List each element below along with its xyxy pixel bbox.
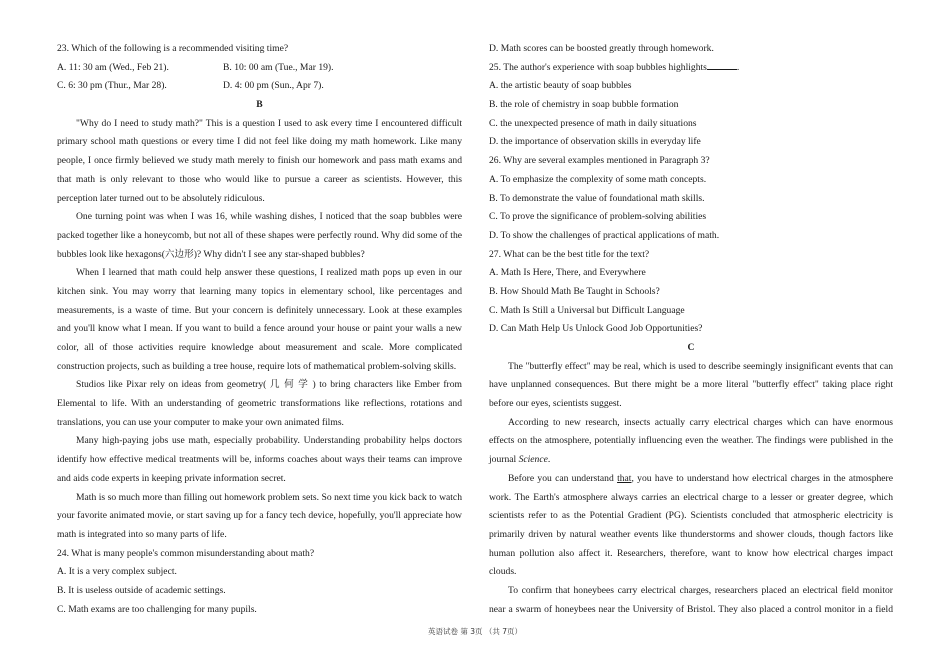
paragraph-6: Math is so much more than filling out homework problem sets. So next time you kick back to watch your favorite animated movie, or start saving up for a fancy tech device, hopefully, you'll appreciate how math is integrated into so many parts of life.	[57, 491, 462, 540]
question-25-option-b: B. the role of chemistry in soap bubble formation	[489, 99, 679, 111]
passage-c-paragraph-3: Before you can understand that, you have to understand how electrical charges in the atmosphere work. The Earth's atmosphere always carries an electrical charge to a lesser or greater degree, which scientists refer to as the Potential Gradient (PG). Scientists concluded that atmospheric electricity is primarily driven by natural weather events like thunderstorms and shower clouds, though factors like human pollution also affect it. Researchers, therefore, want to know how electrical charges impact clouds.	[489, 472, 893, 578]
question-24-option-b: B. It is useless outside of academic settings.	[57, 584, 226, 596]
paragraph-2: One turning point was when I was 16, while washing dishes, I noticed that the soap bubbles were packed together like a honeycomb, but not all of these shapes were perfectly round. Why did some of the bubbles look like hexagons(六边形)? Why didn't I see any star-shaped bubbles?	[57, 211, 462, 260]
question-24-option-c: C. Math exams are too challenging for many pupils.	[57, 603, 257, 615]
option-c: C. 6: 30 pm (Thur., Mar 28).	[57, 80, 167, 92]
question-23: 23. Which of the following is a recommended visiting time?	[57, 43, 289, 54]
question-23-options-cd	[57, 77, 462, 96]
question-26-option-c: C. To prove the significance of problem-solving abilities	[489, 211, 707, 223]
question-27-option-c: C. Math Is Still a Universal but Difficult Language	[489, 304, 685, 316]
question-24-option-d: D. Math scores can be boosted greatly through homework.	[489, 43, 714, 54]
question-27: 27. What can be the best title for the text?	[489, 248, 650, 260]
passage-c-paragraph-1: The "butterfly effect" may be real, which is used to describe seemingly insignificant events that can have unplanned consequences. But there might be a more literal "butterfly effect" taking place right before our eyes, scientists suggest.	[489, 360, 893, 410]
question-23-options-ab	[57, 59, 462, 78]
question-24: 24. What is many people's common misunderstanding about math?	[57, 547, 315, 559]
paragraph-4: Studios like Pixar rely on ideas from geometry( 几 何 学 ) to bring characters like Ember from Elemental to life. With an understanding of geometric transformations like reflections, rotations and translations, you can use your computer to make your own animated films.	[57, 379, 462, 428]
question-26-option-b: B. To demonstrate the value of foundational math skills.	[489, 192, 705, 204]
paragraph-1: "Why do I need to study math?" This is a question I used to ask every time I encountered difficult primary school math questions or every time I did not feel like doing my math homework. Like many people, I once firmly believed we study math merely to finish our homework and pass math exams and that math is only relevant to those who would like to pursue a career as scientists. However, this perception later turned out to be absolutely ridiculous.	[57, 117, 462, 204]
question-25-option-c: C. the unexpected presence of math in daily situations	[489, 117, 697, 129]
question-27-option-d: D. Can Math Help Us Unlock Good Job Opportunities?	[489, 323, 703, 335]
question-27-option-a: A. Math Is Here, There, and Everywhere	[489, 267, 646, 279]
answer-blank	[707, 60, 737, 70]
passage-c-paragraph-4: To confirm that honeybees carry electrical charges, researchers placed an electrical field monitor near a swarm of honeybees near the University of Bristol. They also placed a control monitor in a field	[489, 584, 893, 615]
passage-c-paragraph-2: According to new research, insects actually carry electrical charges which can have enormous effects on the atmosphere, potentially influencing even the weather. The findings were published in the journal Science.	[489, 416, 893, 466]
page-footer: 英语试卷 第 3页 （共 7页）	[427, 627, 523, 636]
journal-name: Science	[518, 454, 548, 466]
underlined-word: that	[617, 472, 632, 484]
question-25-option-a: A. the artistic beauty of soap bubbles	[489, 80, 632, 92]
question-25-option-d: D. the importance of observation skills in everyday life	[489, 136, 701, 148]
paragraph-5: Many high-paying jobs use math, especially probability. Understanding probability helps doctors identify how effective medical treatments will be, informs coaches about ways their teams can improve and aids code experts in keeping private information secret.	[57, 435, 462, 484]
question-26-option-d: D. To show the challenges of practical applications of math.	[489, 229, 720, 241]
question-24-option-a: A. It is a very complex subject.	[57, 566, 177, 578]
section-heading-b: B	[256, 99, 263, 111]
question-25: 25. The author's experience with soap bubbles highlights .	[489, 61, 740, 73]
left-column	[57, 40, 462, 619]
section-heading-c: C	[687, 342, 695, 353]
question-27-option-b: B. How Should Math Be Taught in Schools?	[489, 285, 660, 297]
paragraph-3: When I learned that math could help answer these questions, I realized math pops up even in our kitchen sink. You may worry that learning many topics in elementary school, like percentages and measurements, is a waste of time. But your concern is definitely unnecessary. Look at these examples and you'll know what I mean. If you want to build a fence around your house or paint your walls a new color, all of those activities require knowledge about measurement and scale. More complicated construction projects, such as building a tree house, require lots of mathematical problem-solving skills.	[57, 267, 462, 372]
option-d: D. 4: 00 pm (Sun., Apr 7).	[223, 80, 324, 92]
option-b: B. 10: 00 am (Tue., Mar 19).	[223, 61, 334, 73]
question-26: 26. Why are several examples mentioned in Paragraph 3?	[489, 155, 710, 167]
question-26-option-a: A. To emphasize the complexity of some math concepts.	[489, 173, 707, 185]
option-a: A. 11: 30 am (Wed., Feb 21).	[57, 61, 169, 73]
right-column	[489, 40, 893, 619]
